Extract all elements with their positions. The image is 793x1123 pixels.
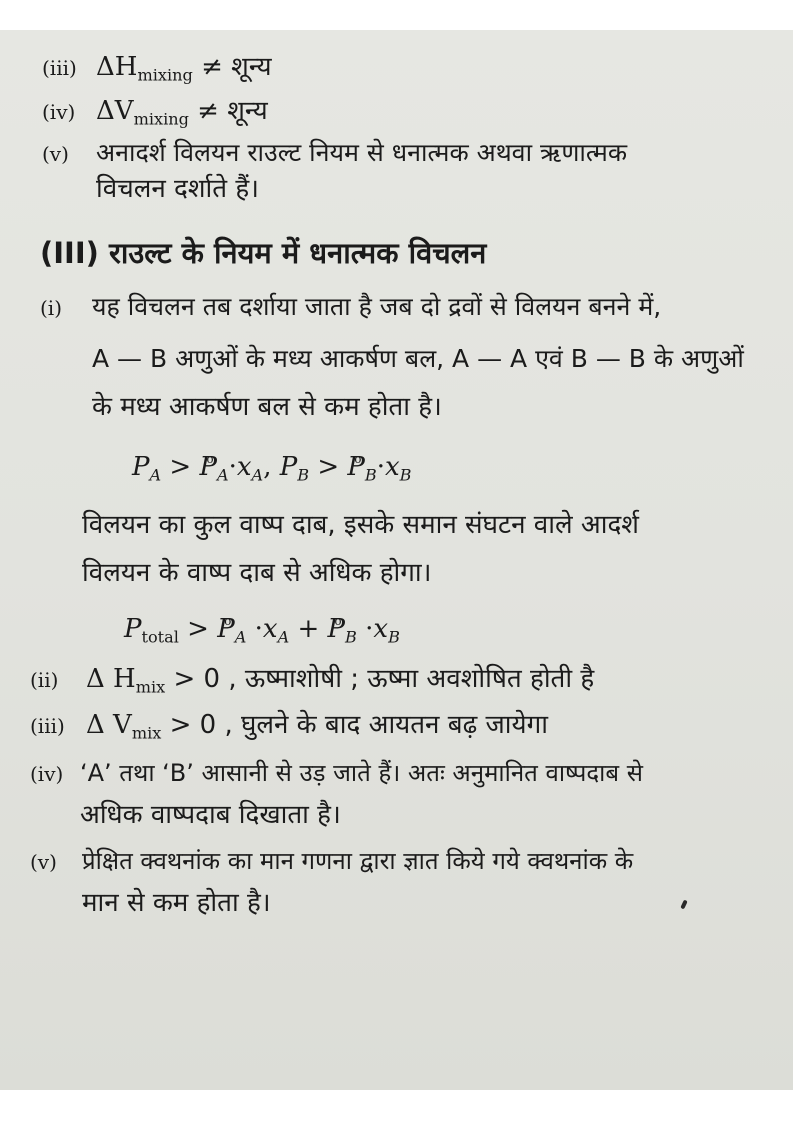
point-i-line2: A — B अणुओं के मध्य आकर्षण बल, A — A एवं B — B के अणुओं (92, 344, 744, 373)
zero-word: शून्य (231, 52, 272, 82)
mixing-subscript: mixing (137, 65, 193, 85)
dot-operator: · (228, 452, 237, 482)
item-text-line: विचलन दर्शाते हैं। (96, 174, 259, 204)
mole-fraction-symbol: x (262, 614, 278, 644)
point-i (40, 290, 661, 325)
mole-fraction-symbol: x (236, 452, 252, 482)
subscript: B (399, 465, 412, 485)
subscript: A (277, 627, 290, 647)
delta-v-symbol: Δ V (86, 710, 132, 740)
point-ii (30, 662, 594, 705)
formula-total-pressure: $P_{total} > P$ $o_A \cdot x_A + P$ $o_B \cdot x_B$ (124, 612, 400, 655)
mix-subscript: mix (131, 723, 162, 743)
pure-pressure-symbol: P o (328, 612, 346, 646)
delta-h-symbol: ΔH (96, 52, 138, 82)
zero-word: शून्य (227, 96, 268, 126)
pressure-symbol: P (132, 452, 150, 482)
delta-h-symbol: Δ H (86, 664, 136, 694)
greater-than-sign: > (309, 452, 348, 482)
section-heading: (III) राउल्ट के नियम में धनात्मक विचलन (40, 236, 487, 270)
greater-than-sign: > (178, 614, 218, 644)
item-text-line: ‘A’ तथा ‘B’ आसानी से उड़ जाते हैं। अतः अनुमानित वाष्पदाब से (80, 759, 643, 787)
paragraph-line2: विलयन के वाष्प दाब से अधिक होगा। (82, 558, 432, 588)
total-subscript: total (141, 627, 179, 647)
item-text-line: प्रेक्षित क्वथनांक का मान गणना द्वारा ज्ञात किये गये क्वथनांक के (82, 847, 634, 875)
mole-fraction-symbol: x (385, 452, 400, 482)
item-text: > 0 , घुलने के बाद आयतन बढ़ जायेगा (161, 710, 548, 740)
subscript: B (345, 627, 357, 647)
pure-pressure-symbol: P o (217, 612, 235, 646)
item-number: (i) (40, 296, 63, 320)
item-number: (v) (30, 850, 57, 874)
not-equal-sign: ≠ (192, 52, 232, 82)
point-i-line3: के मध्य आकर्षण बल से कम होता है। (92, 392, 442, 422)
list-item-v-continuation (96, 172, 259, 206)
item-number: (v) (42, 142, 69, 166)
subscript: A (149, 465, 162, 485)
item-text-line: यह विचलन तब दर्शाया जाता है जब दो द्रवों से विलयन बनने में, (92, 292, 662, 321)
mix-subscript: mix (135, 677, 166, 697)
subscript: B (297, 465, 310, 485)
subscript: B (388, 627, 400, 647)
pure-pressure-symbol: P o (347, 450, 365, 484)
book-page (0, 30, 793, 1090)
point-v-line2: मान से कम होता है। (82, 888, 271, 918)
formula-partial-pressures (132, 450, 412, 493)
plus-sign: + (289, 614, 328, 644)
list-item-iv-volume (42, 94, 268, 137)
separator: , (263, 452, 280, 482)
item-number: (iii) (30, 714, 65, 738)
point-iv (30, 756, 643, 791)
item-number: (iv) (42, 100, 76, 124)
subscript: A (234, 627, 247, 647)
mole-fraction-symbol: x (373, 614, 389, 644)
subscript: A (251, 465, 264, 485)
pressure-symbol: P (124, 614, 142, 644)
paragraph-line1: विलयन का कुल वाष्प दाब, इसके समान संघटन वाले आदर्श (82, 510, 639, 540)
list-item-v-deviation (42, 136, 627, 171)
mixing-subscript: mixing (133, 109, 189, 129)
pen-mark (680, 900, 687, 910)
pure-pressure-symbol: P o (199, 450, 217, 484)
item-number: (ii) (30, 668, 59, 692)
item-number: (iv) (30, 762, 64, 786)
subscript: A (216, 465, 229, 485)
point-iii (30, 708, 548, 751)
item-text: > 0 , ऊष्माशोषी ; ऊष्मा अवशोषित होती है (165, 664, 595, 694)
subscript: B (364, 465, 377, 485)
point-v (30, 844, 633, 879)
pressure-symbol: P (279, 452, 298, 482)
not-equal-sign: ≠ (188, 96, 228, 126)
page-bottom-margin (0, 1090, 793, 1123)
list-item-iii-enthalpy (42, 50, 272, 93)
item-text-line: अनादर्श विलयन राउल्ट नियम से धनात्मक अथवा ऋणात्मक (96, 138, 628, 167)
greater-than-sign: > (161, 452, 200, 482)
item-number: (iii) (42, 56, 77, 80)
point-iv-line2: अधिक वाष्पदाब दिखाता है। (80, 800, 341, 830)
dot-operator: · (376, 452, 385, 482)
delta-v-symbol: ΔV (96, 96, 134, 126)
